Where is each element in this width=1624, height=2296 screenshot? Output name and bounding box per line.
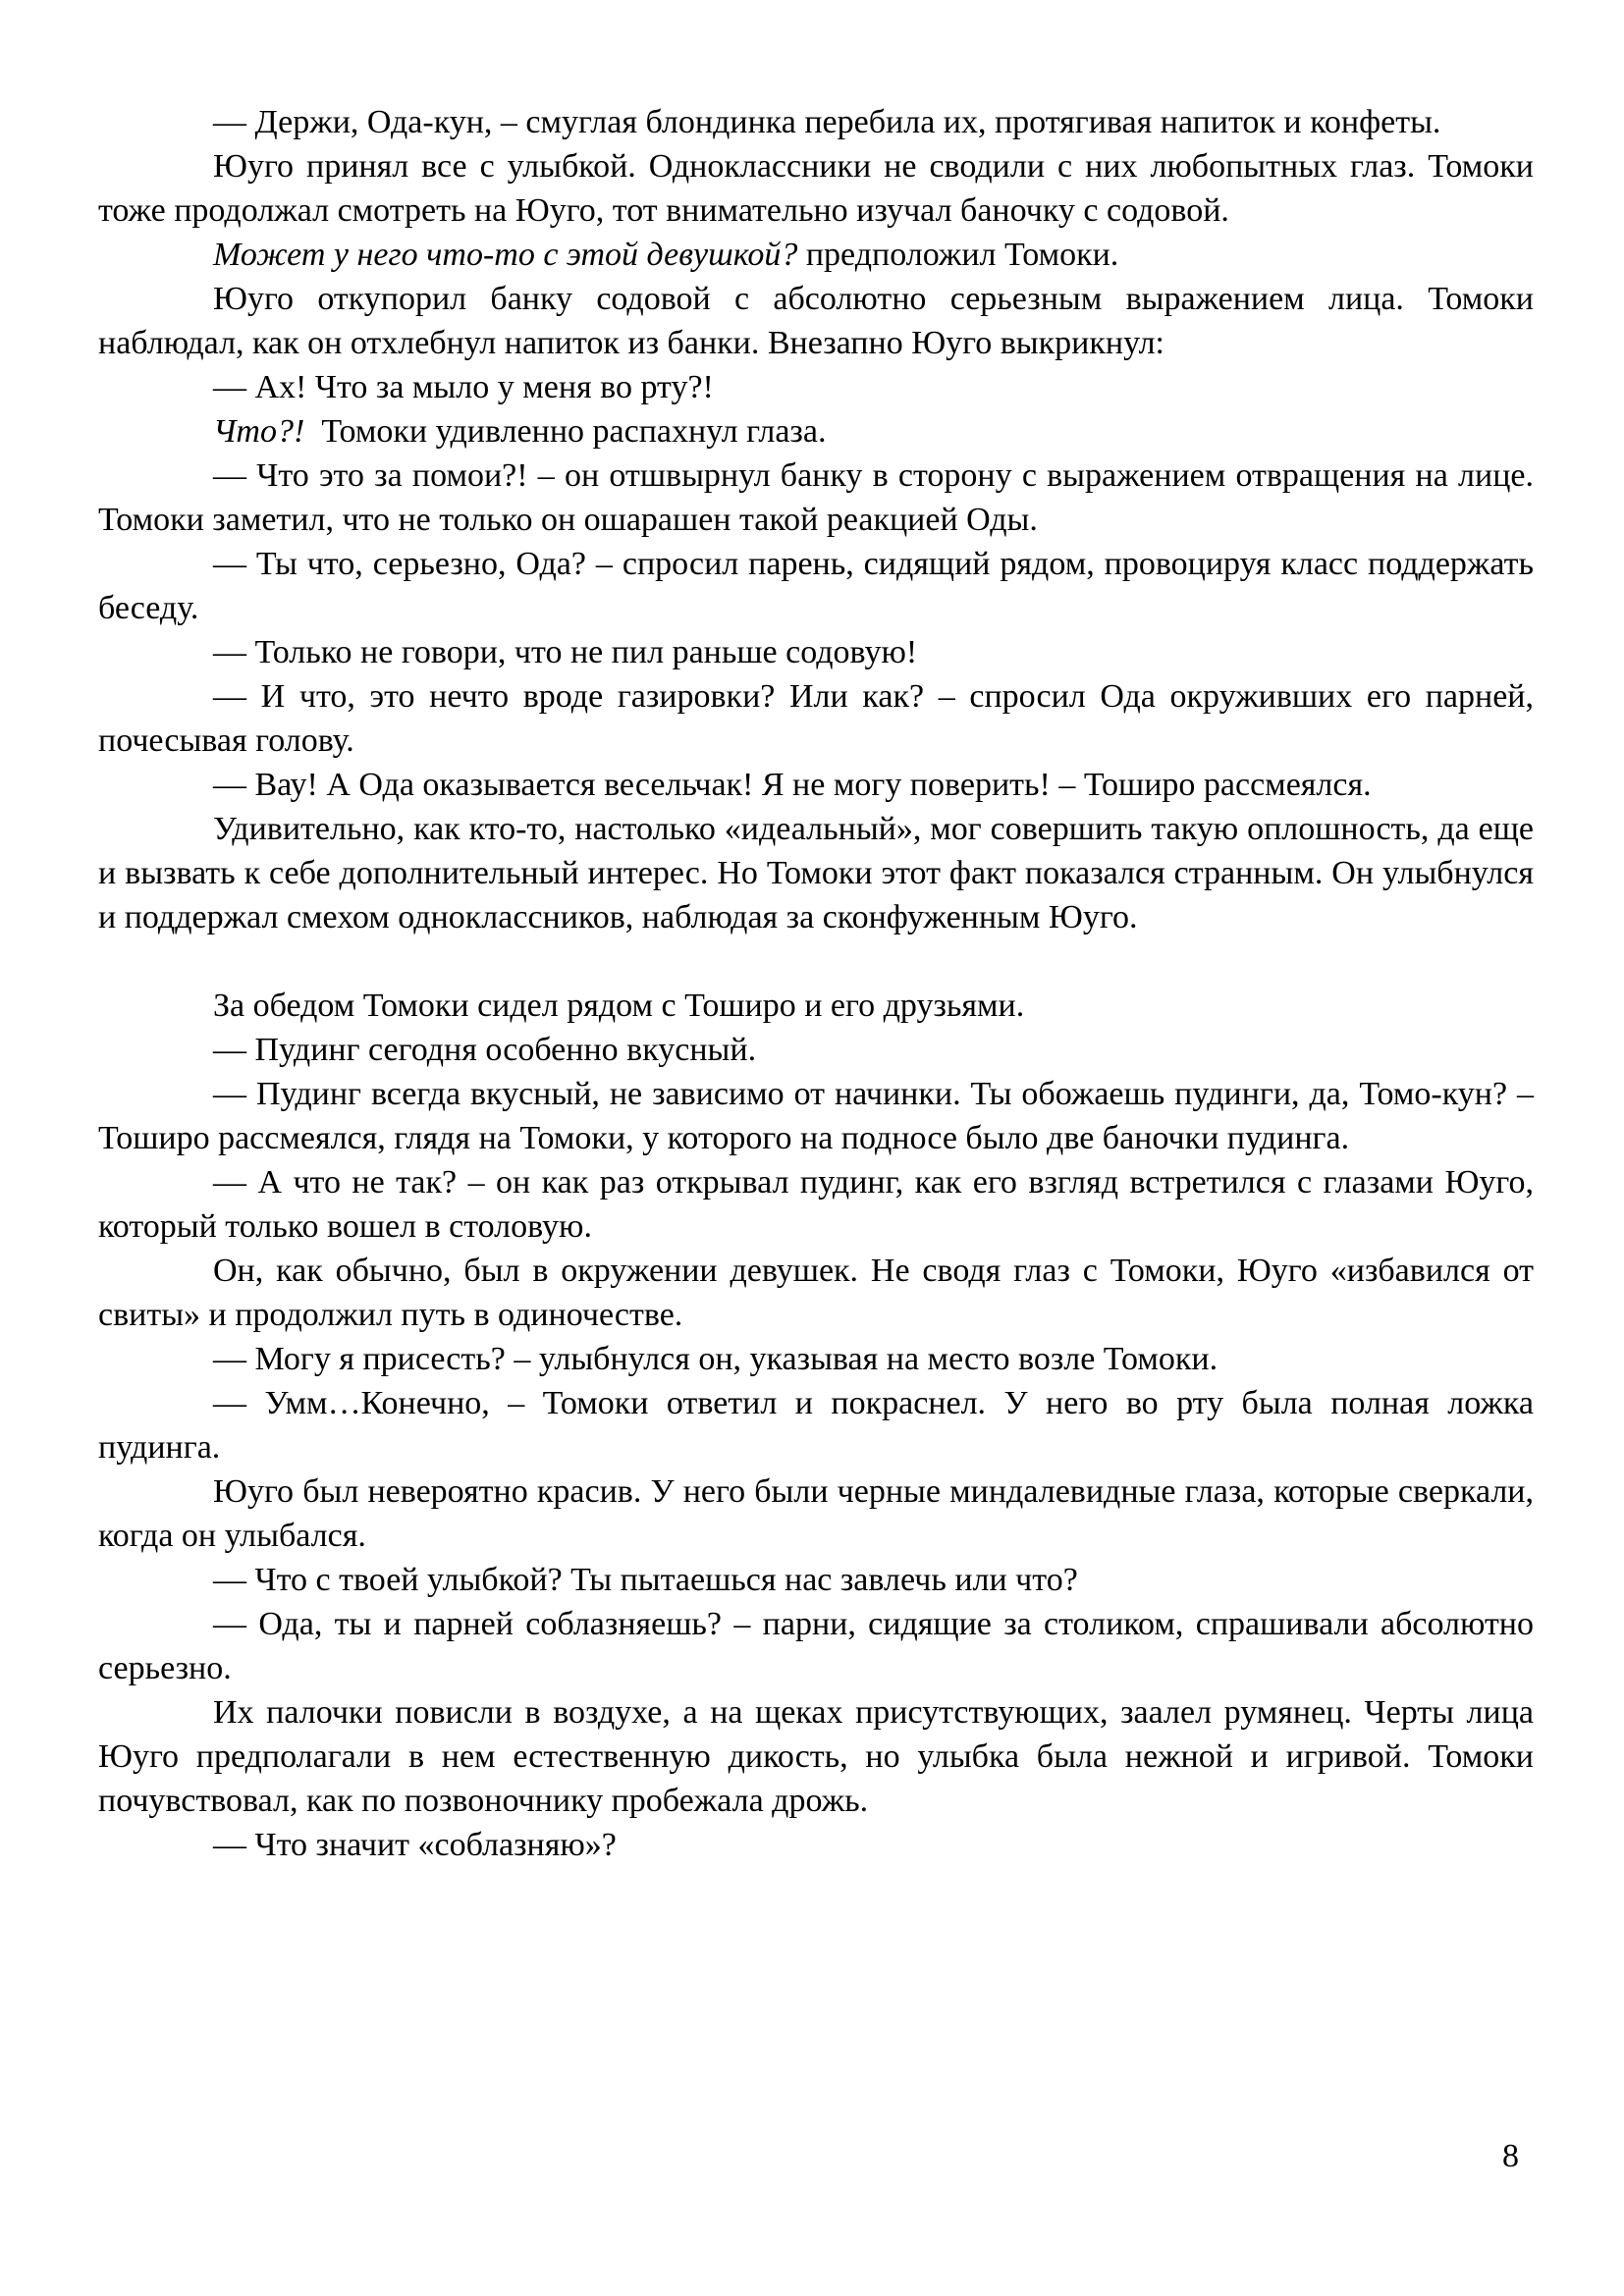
paragraph: Юуго откупорил банку содовой с абсолютно серьезным выражением лица. Томоки наблюдал, как он отхлебнул напиток из банки. Внезапно Юуго выкрикнул:	[98, 281, 1534, 361]
paragraph: Их палочки повисли в воздухе, а на щеках присутствующих, заалел румянец. Черты лица Юуго предполагали в нем естественную дикость, но улыбка была нежной и игривой. Томоки почувствовал, как по позвоночнику пробежала дрожь.	[98, 1694, 1534, 1819]
paragraph: — Держи, Ода-кун, – смуглая блондинка перебила их, протягивая напиток и конфеты.	[213, 104, 1441, 140]
paragraph-text: предположил Томоки.	[797, 237, 1119, 273]
paragraph: Он, как обычно, был в окружении девушек. Не сводя глаз с Томоки, Юуго «избавился от свиты» и продолжил путь в одиночестве.	[98, 1253, 1534, 1333]
paragraph: Удивительно, как кто-то, настолько «идеальный», мог совершить такую оплошность, да еще и вызвать к себе дополнительный интерес. Но Томоки этот факт показался странным. Он улыбнулся и поддержал смехом одноклассников, наблюдая за сконфуженным Юуго.	[98, 811, 1534, 935]
paragraph: — Ода, ты и парней соблазняешь? – парни, сидящие за столиком, спрашивали абсолютно серьезно.	[98, 1606, 1534, 1686]
paragraph-text: Томоки удивленно распахнул глаза.	[304, 413, 827, 450]
italic-thought: Может у него что-то с этой девушкой?	[213, 237, 798, 273]
italic-thought: Что?!	[213, 413, 305, 450]
paragraph: — Ах! Что за мыло у меня во рту?!	[213, 369, 714, 405]
document-body	[98, 100, 1534, 1867]
paragraph: — Только не говори, что не пил раньше содовую!	[213, 634, 918, 670]
paragraph: — Ты что, серьезно, Ода? – спросил парень, сидящий рядом, провоцируя класс поддержать беседу.	[98, 546, 1534, 626]
paragraph: За обедом Томоки сидел рядом с Тоширо и его друзьями.	[213, 988, 1025, 1024]
paragraph: — Пудинг сегодня особенно вкусный.	[213, 1032, 757, 1068]
paragraph: Юуго принял все с улыбкой. Одноклассники не сводили с них любопытных глаз. Томоки тоже продолжал смотреть на Юуго, тот внимательно изучал баночку с содовой.	[98, 148, 1534, 229]
paragraph: — Что значит «соблазняю»?	[213, 1827, 617, 1863]
paragraph	[98, 409, 1534, 454]
paragraph: — И что, это нечто вроде газировки? Или как? – спросил Ода окруживших его парней, почесывая голову.	[98, 678, 1534, 759]
page-number: 8	[1502, 2138, 1519, 2174]
paragraph: — Умм…Конечно, – Томоки ответил и покраснел. У него во рту была полная ложка пудинга.	[98, 1385, 1534, 1466]
paragraph: — А что не так? – он как раз открывал пудинг, как его взгляд встретился с глазами Юуго, который только вошел в столовую.	[98, 1164, 1534, 1245]
paragraph: Юуго был невероятно красив. У него были черные миндалевидные глаза, которые сверкали, когда он улыбался.	[98, 1473, 1534, 1554]
paragraph: — Что это за помои?! – он отшвырнул банку в сторону с выражением отвращения на лице. Томоки заметил, что не только он ошарашен такой реакцией Оды.	[98, 457, 1534, 538]
paragraph	[98, 233, 1534, 277]
paragraph: — Могу я присесть? – улыбнулся он, указывая на место возле Томоки.	[213, 1341, 1218, 1377]
section-break	[98, 939, 1534, 984]
paragraph: — Вау! А Ода оказывается весельчак! Я не могу поверить! – Тоширо рассмеялся.	[213, 767, 1372, 803]
paragraph: — Пудинг всегда вкусный, не зависимо от начинки. Ты обожаешь пудинги, да, Томо-кун? – Тоширо рассмеялся, глядя на Томоки, у которого на подносе было две баночки пудинга.	[98, 1076, 1534, 1156]
paragraph: — Что с твоей улыбкой? Ты пытаешься нас завлечь или что?	[213, 1562, 1078, 1598]
